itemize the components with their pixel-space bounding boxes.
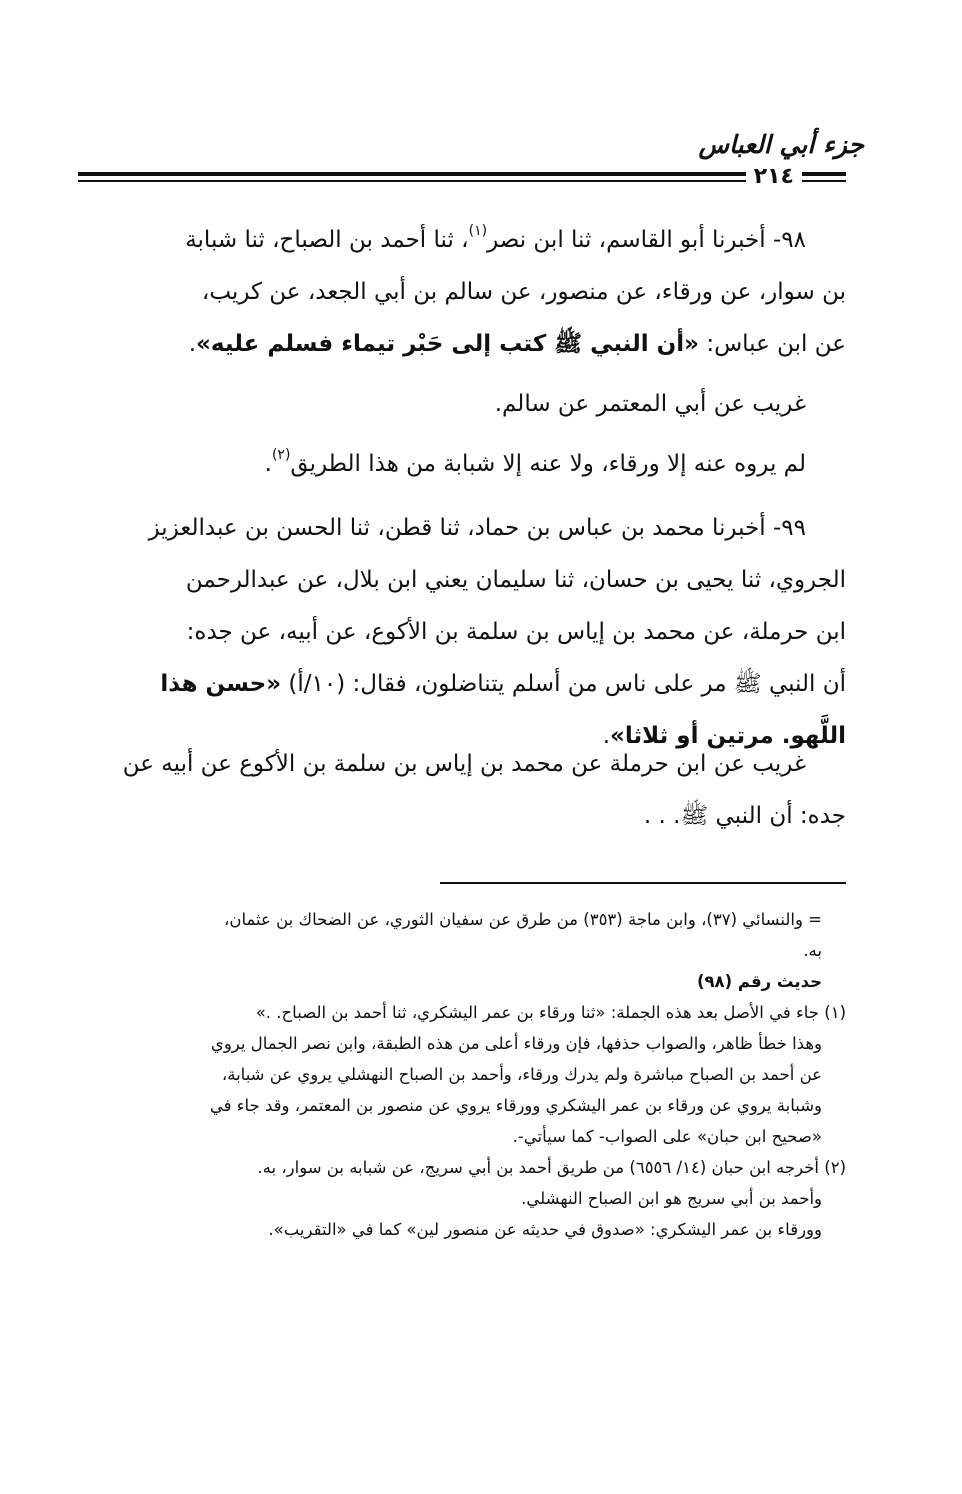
footnote-2-line-1: (٢) أخرجه ابن حبان (١٤/ ٦٥٥٦) من طريق أحمد بن أبي سريج، عن شبابه بن سوار، به. xyxy=(257,1158,846,1177)
hadith-98-comment xyxy=(78,378,846,430)
hadith-99-line-4: أن النبي ﷺ مر على ناس من أسلم يتناضلون، فقال: (١٠/أ) «حسن هذا xyxy=(160,671,846,697)
footnote-continuation-line-2: به. xyxy=(803,941,822,960)
hadith-99-matn-start: «حسن هذا xyxy=(160,671,282,697)
comment-99-line-1: غريب عن ابن حرملة عن محمد بن إياس بن سلمة بن الأكوع عن أبيه عن xyxy=(122,751,806,777)
page-number: ٢١٤ xyxy=(746,164,802,189)
footnote-1-line-4: وشبابة يروي عن ورقاء بن عمر اليشكري وورقاء يروي عن منصور بن المعتمر، وقد جاء في xyxy=(209,1096,822,1115)
comment-99-line-2: جده: أن النبي ﷺ. . . xyxy=(643,803,846,829)
footnote-ref-1[interactable]: (١) xyxy=(468,223,488,239)
footnote-1-line-5: «صحيح ابن حبان» على الصواب- كما سيأتي-. xyxy=(512,1127,822,1146)
hadith-99-comment xyxy=(78,738,846,842)
footnote-continuation-line-1: = والنسائي (٣٧)، وابن ماجة (٣٥٣) من طرق عن سفيان الثوري، عن الضحاك بن عثمان، xyxy=(224,910,822,929)
header-rule-thick xyxy=(78,172,846,176)
footnote-ref-2[interactable]: (٢) xyxy=(271,447,291,463)
hadith-98-line-2: بن سوار، عن ورقاء، عن منصور، عن سالم بن أبي الجعد، عن كريب، xyxy=(201,279,846,305)
comment-98-line-2: لم يروه عنه إلا ورقاء، ولا عنه إلا شبابة من هذا الطريق$^{(٢)}$. xyxy=(264,447,806,477)
hadith-99-line-1: ٩٩- أخبرنا محمد بن عباس بن حماد، ثنا قطن، ثنا الحسن بن عبدالعزيز xyxy=(148,515,806,541)
footnote-2-line-2: وأحمد بن أبي سريج هو ابن الصباح النهشلي. xyxy=(521,1189,822,1208)
footnotes-block xyxy=(78,904,846,1245)
hadith-99-matn-end: اللَّهو. مرتين أو ثلاثا» xyxy=(610,723,846,749)
hadith-98-line-1: ٩٨- أخبرنا أبو القاسم، ثنا ابن نصر$^{(١)}$، ثنا أحمد بن الصباح، ثنا شبابة xyxy=(185,223,806,253)
hadith-98-matn: «أن النبي ﷺ كتب إلى حَبْر تيماء فسلم عليه» xyxy=(196,331,700,357)
hadith-98-paragraph xyxy=(78,214,846,370)
hadith-98-line-3: عن ابن عباس: «أن النبي ﷺ كتب إلى حَبْر تيماء فسلم عليه». xyxy=(188,331,846,357)
footnote-2-line-3: وورقاء بن عمر اليشكري: «صدوق في حديثه عن منصور لين» كما في «التقريب». xyxy=(268,1220,822,1239)
footnote-1-line-1: (١) جاء في الأصل بعد هذه الجملة: «ثنا ورقاء بن عمر اليشكري، ثنا أحمد بن الصباح. .» xyxy=(255,1003,846,1022)
running-header-title: جزء أبي العباس xyxy=(698,130,864,159)
hadith-99-paragraph xyxy=(78,502,846,762)
hadith-99-line-3: ابن حرملة، عن محمد بن إياس بن سلمة بن الأكوع، عن أبيه، عن جده: xyxy=(186,619,846,645)
footnote-heading-98: حديث رقم (٩٨) xyxy=(696,972,822,991)
comment-98-line-1: غريب عن أبي المعتمر عن سالم. xyxy=(494,391,806,417)
hadith-99-line-2: الجروي، ثنا يحيى بن حسان، ثنا سليمان يعني ابن بلال، عن عبدالرحمن xyxy=(185,567,846,593)
footnote-separator xyxy=(440,882,846,884)
footnote-1-line-3: عن أحمد بن الصباح مباشرة ولم يدرك ورقاء، وأحمد بن الصباح النهشلي يروي عن شبابة، xyxy=(221,1065,822,1084)
hadith-99-line-5: اللَّهو. مرتين أو ثلاثا». xyxy=(602,723,846,749)
header-rule-thin xyxy=(78,180,846,182)
hadith-98-comment-2 xyxy=(78,438,846,490)
footnote-1-line-2: وهذا خطأ ظاهر، والصواب حذفها، فإن ورقاء أعلى من هذه الطبقة، وابن نصر الجمال يروي xyxy=(210,1034,822,1053)
